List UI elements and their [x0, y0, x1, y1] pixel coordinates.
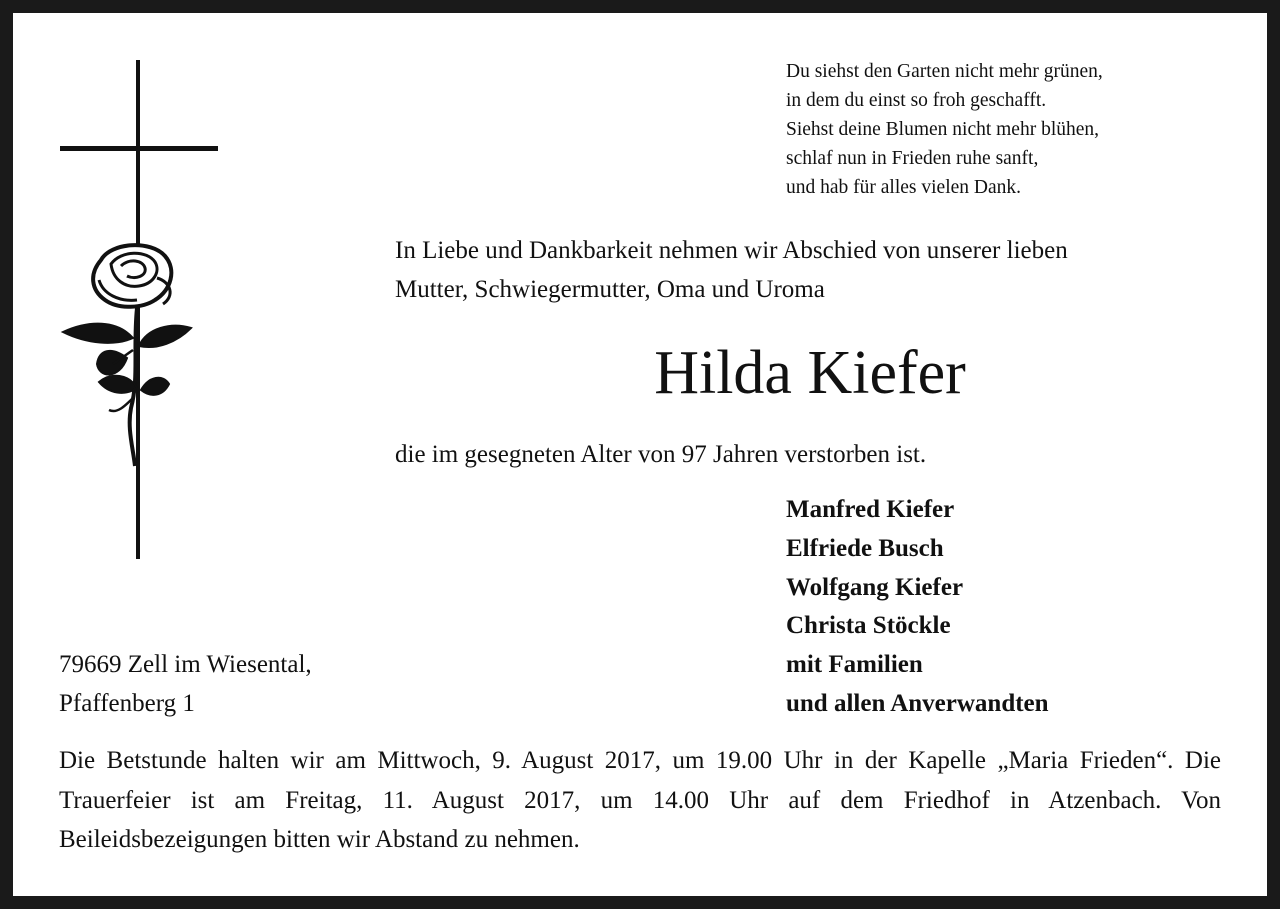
poem-line: schlaf nun in Frieden ruhe sanft, [786, 148, 1039, 169]
obituary-card [13, 13, 1267, 896]
mourner-name: Elfriede Busch [786, 534, 944, 562]
poem-line: Du siehst den Garten nicht mehr grünen, [786, 61, 1103, 82]
service-notice: Die Betstunde halten wir am Mittwoch, 9. August 2017, um 19.00 Uhr in der Kapelle „Maria Frieden“. Die Trauerfeier ist am Freitag, 11. August 2017, um 14.00 Uhr auf dem Friedhof in Atzenbach. Von Beileidsbezeigungen bitten wir Abstand zu nehmen. [59, 747, 1221, 853]
address-block [59, 646, 312, 724]
intro-text [395, 231, 1255, 309]
address-line: Pfaffenberg 1 [59, 689, 195, 717]
intro-line: Mutter, Schwiegermutter, Oma und Uroma [395, 276, 825, 303]
poem [786, 57, 1103, 202]
intro-line: In Liebe und Dankbarkeit nehmen wir Abschied von unserer lieben [395, 237, 1068, 264]
cross-bar [60, 146, 218, 151]
deceased-name: Hilda Kiefer [654, 339, 966, 407]
poem-line: Siehst deine Blumen nicht mehr blühen, [786, 119, 1100, 140]
address-line: 79669 Zell im Wiesental, [59, 651, 312, 678]
mourner-name: und allen Anverwandten [786, 689, 1049, 717]
mourners-list [786, 491, 1049, 724]
mourner-name: Manfred Kiefer [786, 496, 955, 523]
poem-line: in dem du einst so froh geschafft. [786, 90, 1047, 111]
mourner-name: Christa Stöckle [786, 612, 951, 640]
mourner-name: Wolfgang Kiefer [786, 573, 964, 601]
poem-line: und hab für alles vielen Dank. [786, 177, 1022, 198]
age-text: die im gesegneten Alter von 97 Jahren verstorben ist. [395, 441, 927, 468]
mourner-name: mit Familien [786, 651, 923, 679]
rose-icon [59, 238, 199, 473]
